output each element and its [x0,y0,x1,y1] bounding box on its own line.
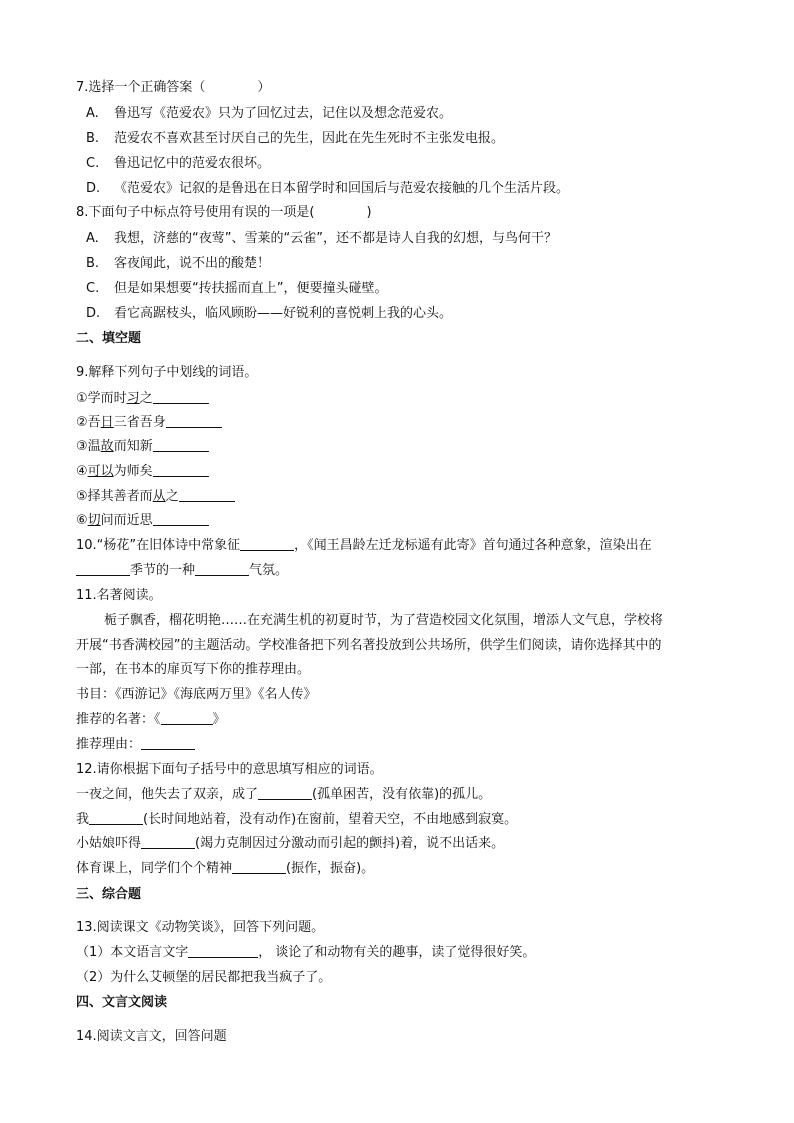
q9-item-number: ⑤ [76,489,88,504]
q13-stem: 13.阅读课文《动物笑谈》，回答下列问题。 [76,920,325,935]
answer-blank[interactable] [240,538,294,551]
answer-blank[interactable] [161,712,213,725]
answer-blank[interactable] [89,812,143,825]
q9-underlined-word: 可以 [87,464,114,479]
q7-option-b-letter: B. [86,131,100,146]
q9-item-post: 为师矣 [113,464,153,479]
q7-option-a-text: 鲁迅写《范爱农》只为了回忆过去，记住以及想念范爱农。 [114,106,453,121]
q10-line-1 [76,538,652,554]
q9-underlined-word: 习 [126,391,140,406]
q11-stem: 11.名著阅读。 [76,588,162,603]
q13-part-1-text-b: ， 谈论了和动物有关的趣事，读了觉得很好笑。 [258,945,536,960]
answer-blank[interactable] [141,836,195,849]
q9-item-post: 之 [165,489,179,504]
answer-blank[interactable] [153,439,209,452]
q8-option-c-text: 但是如果想要“抟扶摇而直上”，便要撞头碰壁。 [114,281,388,296]
q9-underlined-word: 日 [100,415,114,430]
q7-option-d-letter: D. [86,181,101,196]
section-heading-classical-chinese: 四、文言文阅读 [76,995,168,1010]
answer-blank[interactable] [179,489,235,502]
q10-text-d: 气氛。 [249,563,289,578]
answer-blank[interactable] [195,563,249,576]
q7-option-d-text: 《范爱农》记叙的是鲁迅在日本留学时和回国后与范爱农接触的几个生活片段。 [114,181,570,196]
section-heading-fill-in: 二、填空题 [76,331,142,346]
q7-option-b-text: 范爱农不喜欢甚至讨厌自己的先生，因此在先生死时不主张发电报。 [114,131,505,146]
q11-reason-label: 推荐理由： [76,737,142,752]
q11-book-list: 书目：《西游记》《海底两万里》《名人传》 [76,687,317,702]
q7-option-c-text: 鲁迅记忆中的范爱农很坏。 [114,156,271,171]
q9-item-pre: 学而时 [87,391,127,406]
q10-text-c: 季节的一种 [130,563,196,578]
q7-option-c-letter: C. [86,156,100,171]
q12-stem: 12.请你根据下面句子括号中的意思填写相应的词语。 [76,762,383,777]
q9-item-2 [76,415,222,431]
q8-option-d-text: 看它高踞枝头，临风顾盼——好锐利的喜悦刺上我的心头。 [114,306,453,321]
q9-item-pre: 择其善者而 [87,489,153,504]
q12-s3-text-b: (竭力克制因过分激动而引起的颤抖)着，说不出话来。 [195,836,505,851]
answer-blank[interactable] [166,415,222,428]
q11-paragraph-line-3: 一部，在书本的扉页写下你的推荐理由。 [76,662,311,677]
q7-stem: 7.选择一个正确答案（ ） [76,80,271,95]
q8-stem: 8.下面句子中标点符号使用有误的一项是( ) [76,205,372,220]
q9-item-number: ② [76,415,88,430]
q9-item-post: 三省吾身 [113,415,166,430]
q9-item-6 [76,513,209,529]
q9-item-pre: 吾 [87,415,101,430]
q8-option-a-text: 我想，济慈的“夜莺”、雪莱的“云雀”，还不都是诗人自我的幻想，与鸟何干？ [114,231,557,246]
q12-sentence-3 [76,836,504,852]
q8-option-b-text: 客夜闻此，说不出的酸楚！ [114,256,271,271]
q13-part-1-text-a: （1）本文语言文字 [76,945,189,960]
q8-option-c-letter: C. [86,281,100,296]
q9-item-pre: 温 [87,439,101,454]
q9-item-number: ⑥ [76,513,88,528]
q12-s2-text-b: (长时间地站着，没有动作)在窗前，望着天空，不由地感到寂寞。 [143,812,518,827]
q9-item-post: 之 [139,391,153,406]
q9-underlined-word: 从 [152,489,166,504]
q10-line-2 [76,563,288,579]
q11-paragraph-line-1: 栀子飘香，榴花明艳……在充满生机的初夏时节，为了营造校园文化氛围，增添人文气息，学校将 [104,613,664,628]
answer-blank[interactable] [258,787,312,800]
q12-s2-text-a: 我 [76,812,90,827]
answer-blank[interactable] [153,513,209,526]
q9-underlined-word: 切 [87,513,101,528]
answer-blank[interactable] [153,391,209,404]
q9-stem: 9.解释下列句子中划线的词语。 [76,365,258,380]
answer-blank[interactable] [153,464,209,477]
q12-s4-text-a: 体育课上，同学们个个精神 [76,861,233,876]
q12-sentence-2 [76,812,517,828]
q9-item-4 [76,464,209,480]
q13-part-1 [76,945,535,961]
q10-text-b: ，《闻王昌龄左迁龙标遥有此寄》首句通过各种意象，渲染出在 [294,538,652,553]
q9-item-number: ① [76,391,88,406]
q11-rec-label: 推荐的名著：《 [76,712,161,727]
q12-s1-text-a: 一夜之间，他失去了双亲，成了 [76,787,259,802]
q12-s4-text-b: (振作，振奋)。 [286,861,375,876]
q9-item-1 [76,391,209,407]
q12-sentence-4 [76,861,374,877]
q9-underlined-word: 故 [100,439,114,454]
q7-option-a-letter: A. [86,106,99,121]
q12-s1-text-b: (孤单困苦，没有依靠)的孤儿。 [312,787,492,802]
answer-blank[interactable] [188,945,258,958]
q8-option-d-letter: D. [86,306,101,321]
answer-blank[interactable] [76,563,130,576]
q11-recommend-reason [76,737,195,753]
section-heading-comprehensive: 三、综合题 [76,887,142,902]
q8-option-a-letter: A. [86,231,99,246]
q12-s3-text-a: 小姑娘吓得 [76,836,142,851]
q14-stem: 14.阅读文言文，回答问题 [76,1029,227,1044]
q9-item-5 [76,489,235,505]
answer-blank[interactable] [232,861,286,874]
q9-item-post: 问而近思 [100,513,153,528]
q12-sentence-1 [76,787,491,803]
q9-item-number: ④ [76,464,88,479]
q8-option-b-letter: B. [86,256,100,271]
q11-rec-close: 》 [212,712,226,727]
answer-blank[interactable] [141,737,195,750]
q9-item-post: 而知新 [113,439,153,454]
q9-item-number: ③ [76,439,88,454]
q10-text-a: 10.“杨花”在旧体诗中常象征 [76,538,241,553]
q11-paragraph-line-2: 开展“书香满校园”的主题活动。学校准备把下列名著投放到公共场所，供学生们阅读，请你选择其中的 [76,638,662,653]
q13-part-2: （2）为什么艾顿堡的居民都把我当疯子了。 [76,970,332,985]
q9-item-3 [76,439,209,455]
q11-recommended-book [76,712,226,728]
